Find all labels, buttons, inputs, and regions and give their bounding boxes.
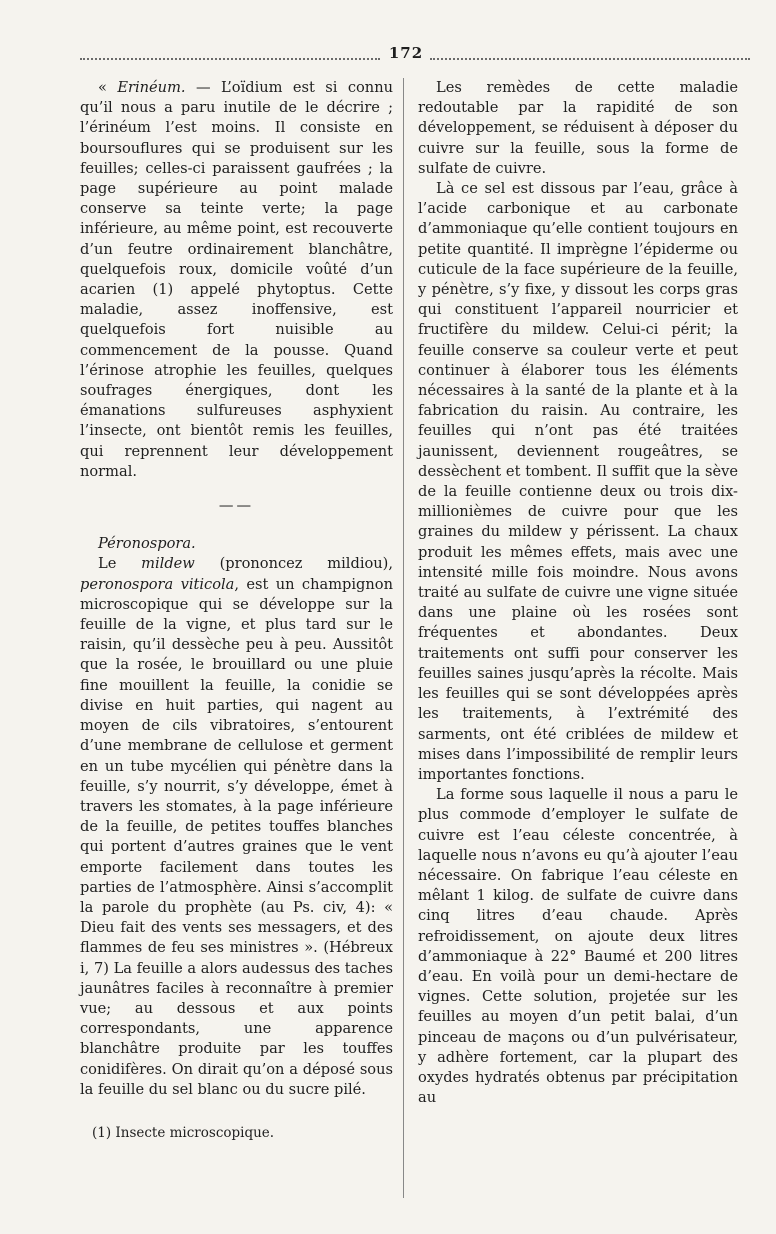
- eau-celeste-paragraph: La forme sous laquelle il nous a paru le plus commode d’employer le sulfate de cuivre est l’eau céleste concentrée, à laquelle nous n’avons eu qu’à ajouter l’eau nécessaire. On fabrique l’eau céleste en mêlant 1 kilog. de sulfate de cuivre dans cinq litres d’eau chaude. Après refroidissement, on ajoute deux litres d’ammoniaque à 22° Baumé et 200 litres d’eau. En voilà pour un demi-hectare de vignes. Cette solution, projetée sur les feuilles au moyen d’un petit balai, d’un pinceau de maçons ou d’un pulvérisateur, y adhère fortement, car la plupart des oxydes hydratés obtenus par précipitation au: [418, 786, 738, 1107]
- section-separator: ——: [218, 497, 255, 515]
- header-rule-right: [430, 58, 750, 60]
- latin-name: peronospora viticola: [80, 575, 235, 593]
- mildew-text-c: , est un champignon microscopique qui se développe sur la feuille de la vigne, et plus tard sur le raisin, qu’il dessèche peu à peu. Aussitôt que la rosée, le brouillard ou une pluie fine mouillent la feuille, la conidie se divise en huit parties, qui nagent au moyen de cils vibratoires, s’entourent d’une membrane de cellulose et germent en un tube mycélien qui pénètre dans la feuille, s’y nourrit, s’y développe, émet à travers les stomates, à la page inférieure de la feuille, de petites touffes blanches qui portent d’autres graines que le vent emporte facilement dans toutes les parties de l’atmosphère. Ainsi s’accomplit la parole du prophète (au Ps. civ, 4): « Dieu fait des vents ses messagers, et des flammes de feu ses ministres ». (Hébreux i, 7) La feuille a alors audessus des taches jaunâtres faciles à reconnaître à premier vue; au dessous et aux points correspondants, une apparence blanchâtre produite par les touffes conidifères. On dirait qu’on a déposé sous la feuille du sel blanc ou du sucre pilé.: [80, 575, 393, 1098]
- column-divider: [403, 78, 404, 1198]
- copper-sulfate-paragraph: Là ce sel est dissous par l’eau, grâce à l’acide carbonique et au carbonate d’ammoniaque qu’elle contient toujours en petite quantité. Il imprègne l’épiderme ou cuticule de la face supérieure de la feuille, y pénètre, s’y fixe, y dissout les corps gras qui constituent l’appareil nourricier et fructifère du mildew. Celui-ci périt; la feuille conserve sa couleur verte et peut continuer à élaborer tous les éléments nécessaires à la santé de la plante et à la fabrication du raisin. Au contraire, les feuilles qui n’ont pas été traitées jaunissent, deviennent rougeâtres, se dessèchent et tombent. Il suffit que la sève de la feuille contienne deux ou trois dix-millionièmes de cuivre pour que les graines du mildew y périssent. La chaux produit les mêmes effets, mais avec une intensité mille fois moindre. Nous avons traité au sulfate de cuivre une vigne située dans une plaine où les rosées sont fréquentes et abondantes. Deux traitements ont suffi pour conserver les feuilles saines jusqu’après la récolte. Mais les feuilles qui se sont développées après les traitements, à l’extrémité des sarments, ont été criblées de mildew et mises dans l’impossibilité de remplir leurs importantes fonctions.: [418, 180, 738, 783]
- peronospora-heading: Péronospora.: [98, 535, 196, 553]
- erineum-text: — L’oïdium est si connu qu’il nous a paru inutile de le décrire ; l’érinéum l’est moins. Il consiste en boursouflures qui se produisent sur les feuilles; celles-ci paraissent gaufrées ; la page supérieure au point malade conserve sa teinte verte; la page inférieure, au même point, est recouverte d’un feutre ordinairement blanchâtre, quelquefois roux, domicile voûté d’un acarien (1) appelé phytoptus. Cette maladie, assez inoffensive, est quelquefois fort nuisible au commencement de la pousse. Quand l’érinose atrophie les feuilles, quelques soufrages énergiques, dont les émanations sulfureuses asphyxient l’insecte, ont bientôt remis les feuilles, qui reprennent leur développement normal.: [80, 79, 393, 480]
- page-number: 172: [388, 44, 424, 62]
- mildew-term: mildew: [141, 555, 195, 573]
- erineum-term: Erinéum.: [117, 79, 186, 96]
- left-column: [80, 78, 393, 1100]
- erineum-paragraph: [80, 78, 393, 482]
- opening-quote: «: [98, 79, 107, 96]
- mildew-text-b: (prononcez mildiou),: [194, 555, 393, 573]
- header-rule-left: [80, 58, 380, 60]
- right-column: [418, 78, 738, 1108]
- page-header: [80, 44, 750, 74]
- mildew-text-a: Le: [98, 555, 142, 573]
- remedies-paragraph: Les remèdes de cette maladie redoutable par la rapidité de son développement, se réduisent à déposer du cuivre sur la feuille, sous la forme de sulfate de cuivre.: [418, 79, 738, 177]
- footnote: (1) Insecte microscopique.: [92, 1125, 275, 1141]
- mildew-paragraph: [80, 554, 393, 1099]
